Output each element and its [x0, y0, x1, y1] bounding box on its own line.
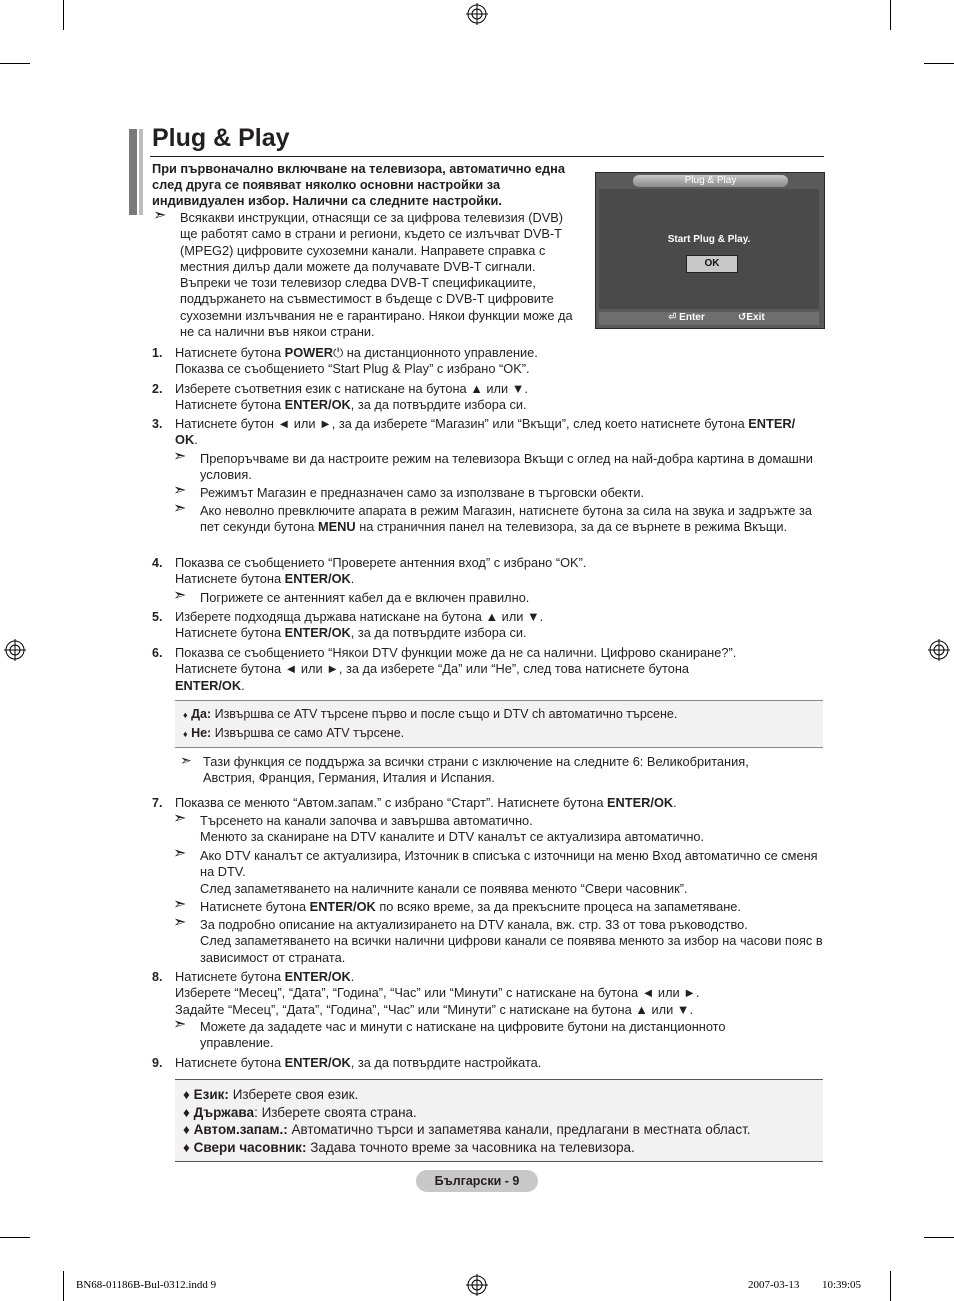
crop-mark — [63, 1271, 64, 1301]
note-arrow-icon: ➣ — [153, 207, 167, 224]
bullet-icon: ♦ — [183, 1122, 190, 1137]
title-accent-bar — [129, 129, 137, 215]
step-number: 6. — [152, 646, 163, 660]
bullet-icon: ♦ — [183, 729, 188, 739]
intro-text: При първоначално включване на телевизора, автоматично една след друга се появяват няколко основни настройки за индивидуален избор. Налични са следните настройки. — [152, 161, 566, 208]
summary-language: ♦ Език: Изберете своя език. — [183, 1087, 359, 1102]
crop-mark — [63, 0, 64, 30]
osd-body — [599, 189, 819, 309]
title-rule — [150, 156, 824, 157]
option-no: ♦ Не: Извършва се само ATV търсене. — [183, 726, 405, 740]
step-number: 8. — [152, 970, 163, 984]
osd-exit-hint: ↺Exit — [738, 312, 765, 323]
registration-mark-icon — [466, 3, 488, 25]
step-4: Показва се съобщението “Проверете антенния вход” с избрано “OK”. Натиснете бутона ENTER/OK. — [175, 555, 587, 587]
registration-mark-icon — [4, 639, 26, 661]
note-arrow-icon: ➣ — [173, 448, 187, 465]
step-number: 4. — [152, 556, 163, 570]
return-icon: ↺ — [738, 312, 747, 323]
step-number: 2. — [152, 382, 163, 396]
osd-enter-hint: ⏎ Enter — [668, 312, 705, 323]
enter-icon: ⏎ — [668, 312, 677, 323]
step-1: Натиснете бутона POWER⏻ на дистанционното управление. Показва се съобщението “Start Plug & Play” с избрано “OK”. — [175, 345, 538, 377]
crop-mark — [0, 1237, 30, 1238]
osd-ok-button[interactable]: OK — [686, 255, 738, 273]
crop-mark — [890, 1271, 891, 1301]
note-arrow-icon: ➣ — [180, 752, 192, 768]
step-7: Показва се менюто “Автом.запам.” с избрано “Старт”. Натиснете бутона ENTER/OK. — [175, 795, 677, 810]
crop-mark — [0, 63, 30, 64]
crop-mark — [924, 1237, 954, 1238]
option-yes: ♦ Да: Извършва се ATV търсене първо и после също и DTV ch автоматично търсене. — [183, 707, 678, 721]
crop-mark — [924, 63, 954, 64]
step-number: 3. — [152, 417, 163, 431]
step-9: Натиснете бутона ENTER/OK, за да потвърдите настройката. — [175, 1055, 542, 1070]
osd-footer — [599, 312, 819, 325]
step-2: Изберете съответния език с натискане на бутона ▲ или ▼. Натиснете бутона ENTER/OK, за да потвърдите избора си. — [175, 381, 528, 413]
step-5: Изберете подходяща държава натискане на бутона ▲ или ▼. Натиснете бутона ENTER/OK, за да потвърдите избора си. — [175, 609, 544, 641]
note-arrow-icon: ➣ — [173, 845, 187, 862]
print-slug-right: 2007-03-13 ￿￿ 10:39:05 — [748, 1279, 862, 1291]
step-8: Натиснете бутона ENTER/OK. Изберете “Месец”, “Дата”, “Година”, “Час” или “Минути” с натискане на бутона ◄ или ►. Задайте “Месец”, “Дата”, “Година”, “Час” или “Минути” с натискане на бутона ▲ или ▼. — [175, 969, 700, 1017]
step-number: 9. — [152, 1056, 163, 1070]
step-6: Показва се съобщението “Някои DTV функции може да не са налични. Цифрово сканиране?”. Натиснете бутона ◄ или ►, за да изберете “Да” или “Не”, след това натиснете бутона ENTER/OK. — [175, 645, 737, 693]
note-arrow-icon: ➣ — [173, 914, 187, 931]
page-title: Plug & Play — [152, 124, 290, 152]
osd-title: Plug & Play — [633, 175, 788, 187]
page-number-badge: Български - 9 — [416, 1170, 538, 1192]
print-slug-left: BN68-01186B-Bul-0312.indd 9 — [76, 1279, 217, 1291]
step-3: Натиснете бутон ◄ или ►, за да изберете “Магазин” или “Вкъщи”, след което натиснете бутона ENTER/ OK. — [175, 416, 796, 448]
crop-mark — [890, 0, 891, 30]
step-number: 1. — [152, 346, 163, 360]
summary-country: ♦ Държава: Изберете своята страна. — [183, 1105, 417, 1120]
osd-message: Start Plug & Play. — [667, 234, 751, 245]
registration-mark-icon — [466, 1274, 488, 1296]
registration-mark-icon — [928, 639, 950, 661]
title-accent-bar — [139, 129, 143, 215]
note-arrow-icon: ➣ — [173, 896, 187, 913]
bullet-icon: ♦ — [183, 1140, 190, 1155]
power-icon: ⏻ — [333, 345, 344, 360]
bullet-icon: ♦ — [183, 710, 188, 720]
summary-autostore: ♦ Автом.запам.: Автоматично търси и запаметява канали, предлагани в местната област. — [183, 1122, 751, 1137]
step-number: 5. — [152, 610, 163, 624]
step-number: 7. — [152, 796, 163, 810]
note-arrow-icon: ➣ — [173, 482, 187, 499]
summary-clock: ♦ Свери часовник: Задава точното време за часовника на телевизора. — [183, 1140, 635, 1155]
note-arrow-icon: ➣ — [173, 587, 187, 604]
bullet-icon: ♦ — [183, 1087, 190, 1102]
note-arrow-icon: ➣ — [173, 810, 187, 827]
bullet-icon: ♦ — [183, 1105, 190, 1120]
note-arrow-icon: ➣ — [173, 1016, 187, 1033]
note-arrow-icon: ➣ — [173, 500, 187, 517]
